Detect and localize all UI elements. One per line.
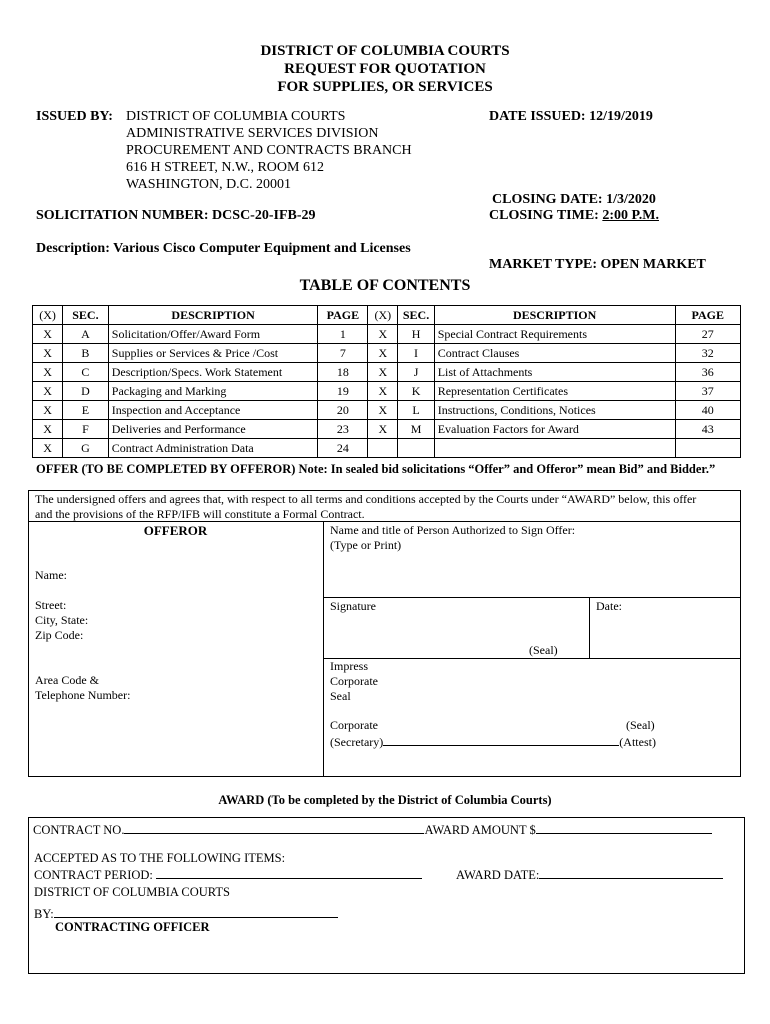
award-heading: AWARD (To be completed by the District of Columbia Courts) (218, 793, 552, 807)
toc-cell: Evaluation Factors for Award (434, 420, 675, 439)
issued-by-line: WASHINGTON, D.C. 20001 (126, 177, 292, 192)
street-label: Street: (35, 598, 67, 612)
toc-cell: 23 (318, 420, 368, 439)
toc-cell: X (33, 344, 63, 363)
toc-col-x: (X) (368, 306, 398, 325)
toc-cell: Contract Administration Data (108, 439, 318, 458)
description: Description: Various Cisco Computer Equipment and Licenses (36, 241, 411, 256)
secretary-label: (Secretary) (330, 735, 384, 749)
date-issued: DATE ISSUED: 12/19/2019 (489, 109, 653, 124)
toc-cell: C (63, 363, 109, 382)
toc-table (32, 305, 741, 458)
toc-cell: X (368, 401, 398, 420)
toc-cell: E (63, 401, 109, 420)
toc-cell: Special Contract Requirements (434, 325, 675, 344)
toc-cell: 19 (318, 382, 368, 401)
contract-no-field[interactable] (124, 821, 424, 834)
table-row (33, 401, 741, 420)
contract-period-field[interactable] (156, 866, 422, 879)
toc-cell: D (63, 382, 109, 401)
issued-by-line: ADMINISTRATIVE SERVICES DIVISION (126, 126, 379, 141)
award-date-field[interactable] (539, 866, 723, 879)
issued-by-line: DISTRICT OF COLUMBIA COURTS (126, 109, 346, 124)
table-row (33, 439, 741, 458)
toc-cell: 32 (675, 344, 740, 363)
date-label: Date: (596, 599, 622, 613)
market-type: MARKET TYPE: OPEN MARKET (489, 257, 706, 272)
contract-period-label: CONTRACT PERIOD: (34, 868, 153, 882)
issued-by-line: PROCUREMENT AND CONTRACTS BRANCH (126, 143, 412, 158)
issued-by-label: ISSUED BY: (36, 109, 113, 124)
toc-col-description: DESCRIPTION (108, 306, 318, 325)
impress-seal-label (330, 659, 378, 704)
accepted-label: ACCEPTED AS TO THE FOLLOWING ITEMS: (34, 851, 286, 865)
zip-code-label: Zip Code: (35, 628, 84, 642)
toc-cell (398, 439, 434, 458)
toc-cell: X (368, 382, 398, 401)
seal-label-2: (Seal) (626, 718, 655, 732)
toc-cell: A (63, 325, 109, 344)
issued-by-line: 616 H STREET, N.W., ROOM 612 (126, 160, 324, 175)
toc-cell: Solicitation/Offer/Award Form (108, 325, 318, 344)
toc-cell: M (398, 420, 434, 439)
signature-label: Signature (330, 599, 376, 613)
toc-cell: 18 (318, 363, 368, 382)
table-row (33, 420, 741, 439)
offer-intro-line: and the provisions of the RFP/IFB will constitute a Formal Contract. (35, 507, 365, 521)
toc-cell: K (398, 382, 434, 401)
toc-cell: X (33, 382, 63, 401)
toc-cell: List of Attachments (434, 363, 675, 382)
toc-cell: X (33, 439, 63, 458)
toc-cell: 20 (318, 401, 368, 420)
contract-period-line (34, 866, 422, 883)
by-signature-field[interactable] (54, 905, 338, 918)
authorized-signer-label (330, 523, 575, 553)
toc-cell: Deliveries and Performance (108, 420, 318, 439)
closing-time-label: CLOSING TIME: (489, 208, 603, 223)
toc-cell: H (398, 325, 434, 344)
contract-no-label: CONTRACT NO. (33, 823, 125, 837)
divider (589, 597, 590, 658)
toc-cell: Instructions, Conditions, Notices (434, 401, 675, 420)
award-amount-field[interactable] (536, 821, 712, 834)
solicitation-number: SOLICITATION NUMBER: DCSC-20-IFB-29 (36, 208, 316, 223)
toc-col-x: (X) (33, 306, 63, 325)
divider (323, 521, 324, 777)
label-line: (Type or Print) (330, 538, 402, 552)
award-date-label: AWARD DATE: (456, 868, 540, 882)
toc-cell: G (63, 439, 109, 458)
by-label: BY: (34, 907, 54, 921)
dc-courts-label: DISTRICT OF COLUMBIA COURTS (34, 885, 230, 899)
toc-cell: J (398, 363, 434, 382)
telephone-label: Telephone Number: (35, 688, 131, 702)
award-date-line (456, 866, 723, 883)
seal-label: (Seal) (529, 643, 558, 657)
closing-date: CLOSING DATE: 1/3/2020 (492, 192, 656, 207)
closing-time-value: 2:00 P.M. (602, 208, 659, 223)
label-line: Seal (330, 689, 351, 703)
toc-cell: 37 (675, 382, 740, 401)
toc-cell: Description/Specs. Work Statement (108, 363, 318, 382)
contracting-officer-label: CONTRACTING OFFICER (55, 920, 210, 934)
toc-col-description: DESCRIPTION (434, 306, 675, 325)
offer-note: OFFER (TO BE COMPLETED BY OFFEROR) Note: In sealed bid solicitations “Offer” and Offeror” mean Bid” and Bidder.” (36, 462, 716, 476)
toc-cell: 24 (318, 439, 368, 458)
toc-title: TABLE OF CONTENTS (299, 277, 471, 294)
toc-cell: I (398, 344, 434, 363)
offer-intro (35, 492, 735, 522)
header-line-3: FOR SUPPLIES, OR SERVICES (277, 79, 493, 95)
toc-cell: F (63, 420, 109, 439)
label-line: Name and title of Person Authorized to Sign Offer: (330, 523, 576, 537)
attest-label: (Attest) (619, 735, 656, 749)
toc-col-page: PAGE (318, 306, 368, 325)
toc-cell: X (368, 344, 398, 363)
toc-cell: 1 (318, 325, 368, 344)
toc-cell: X (368, 420, 398, 439)
toc-cell: X (33, 325, 63, 344)
toc-cell (368, 439, 398, 458)
toc-header-row (33, 306, 741, 325)
issued-by-address (126, 108, 412, 193)
toc-cell: Representation Certificates (434, 382, 675, 401)
offer-intro-line: The undersigned offers and agrees that, with respect to all terms and conditions accepted by the Courts under “AWARD” below, this offer (35, 492, 697, 506)
toc-cell: 40 (675, 401, 740, 420)
header-line-2: REQUEST FOR QUOTATION (284, 61, 486, 77)
secretary-signature-field[interactable] (383, 733, 619, 746)
label-line: Impress (330, 659, 368, 673)
header-line-1: DISTRICT OF COLUMBIA COURTS (260, 43, 510, 59)
city-state-label: City, State: (35, 613, 89, 627)
toc-cell: 7 (318, 344, 368, 363)
phone-labels (35, 673, 130, 703)
toc-cell: Packaging and Marking (108, 382, 318, 401)
divider (323, 597, 741, 598)
toc-cell: L (398, 401, 434, 420)
toc-col-page: PAGE (675, 306, 740, 325)
toc-cell (434, 439, 675, 458)
toc-cell: B (63, 344, 109, 363)
toc-cell: X (368, 325, 398, 344)
toc-cell: 27 (675, 325, 740, 344)
toc-cell: 36 (675, 363, 740, 382)
toc-col-sec: SEC. (63, 306, 109, 325)
table-row (33, 344, 741, 363)
table-row (33, 325, 741, 344)
secretary-line (330, 733, 656, 750)
toc-col-sec: SEC. (398, 306, 434, 325)
toc-cell: Supplies or Services & Price /Cost (108, 344, 318, 363)
award-amount-label: AWARD AMOUNT $ (424, 823, 536, 837)
area-code-label: Area Code & (35, 673, 99, 687)
table-row (33, 363, 741, 382)
toc-cell: Inspection and Acceptance (108, 401, 318, 420)
toc-cell (675, 439, 740, 458)
address-labels (35, 598, 88, 643)
toc-cell: Contract Clauses (434, 344, 675, 363)
toc-cell: 43 (675, 420, 740, 439)
corporate-label: Corporate (330, 718, 378, 732)
closing-time (489, 207, 659, 224)
contract-line (33, 821, 712, 838)
toc-cell: X (33, 363, 63, 382)
toc-cell: X (33, 401, 63, 420)
toc-cell: X (368, 363, 398, 382)
label-line: Corporate (330, 674, 378, 688)
offeror-heading: OFFEROR (143, 523, 208, 538)
divider (323, 658, 741, 659)
table-row (33, 382, 741, 401)
name-label: Name: (35, 568, 67, 582)
toc-cell: X (33, 420, 63, 439)
